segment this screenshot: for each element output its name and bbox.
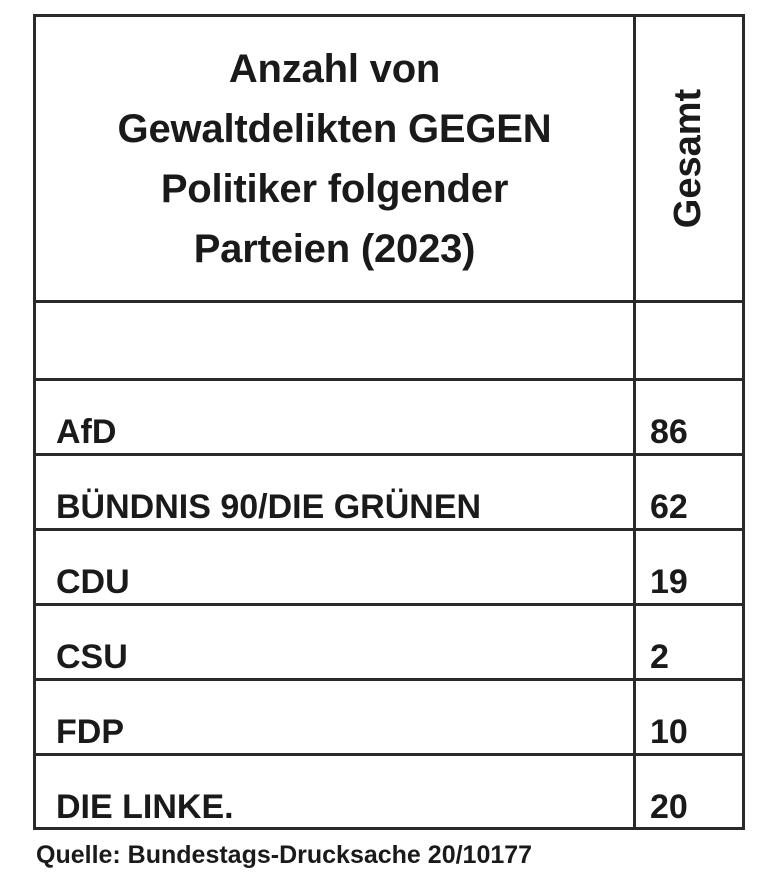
row-label-3: CSU	[56, 638, 128, 676]
row-value-2: 19	[650, 563, 688, 601]
column-header-cell	[636, 17, 742, 300]
blank-row-divider-line	[36, 378, 742, 381]
row-value-3: 2	[650, 638, 669, 676]
row-divider-line-3	[36, 678, 742, 681]
row-label-5: DIE LINKE.	[56, 788, 234, 826]
row-label-0: AfD	[56, 413, 117, 451]
row-divider-line-0	[36, 453, 742, 456]
row-divider-line-4	[36, 753, 742, 756]
data-table	[33, 14, 745, 830]
row-value-5: 20	[650, 788, 688, 826]
row-value-0: 86	[650, 413, 688, 451]
row-label-2: CDU	[56, 563, 130, 601]
row-value-4: 10	[650, 713, 688, 751]
table-title: Anzahl von Gewaltdelikten GEGEN Politiker folgender Parteien (2023)	[117, 46, 552, 271]
row-label-1: BÜNDNIS 90/DIE GRÜNEN	[56, 488, 482, 526]
source-note: Quelle: Bundestags-Drucksache 20/10177	[36, 841, 533, 869]
column-header-total: Gesamt	[667, 88, 710, 229]
row-label-4: FDP	[56, 713, 124, 751]
row-value-1: 62	[650, 488, 688, 526]
row-divider-line-1	[36, 528, 742, 531]
header-divider-line	[36, 300, 742, 303]
row-divider-line-2	[36, 603, 742, 606]
